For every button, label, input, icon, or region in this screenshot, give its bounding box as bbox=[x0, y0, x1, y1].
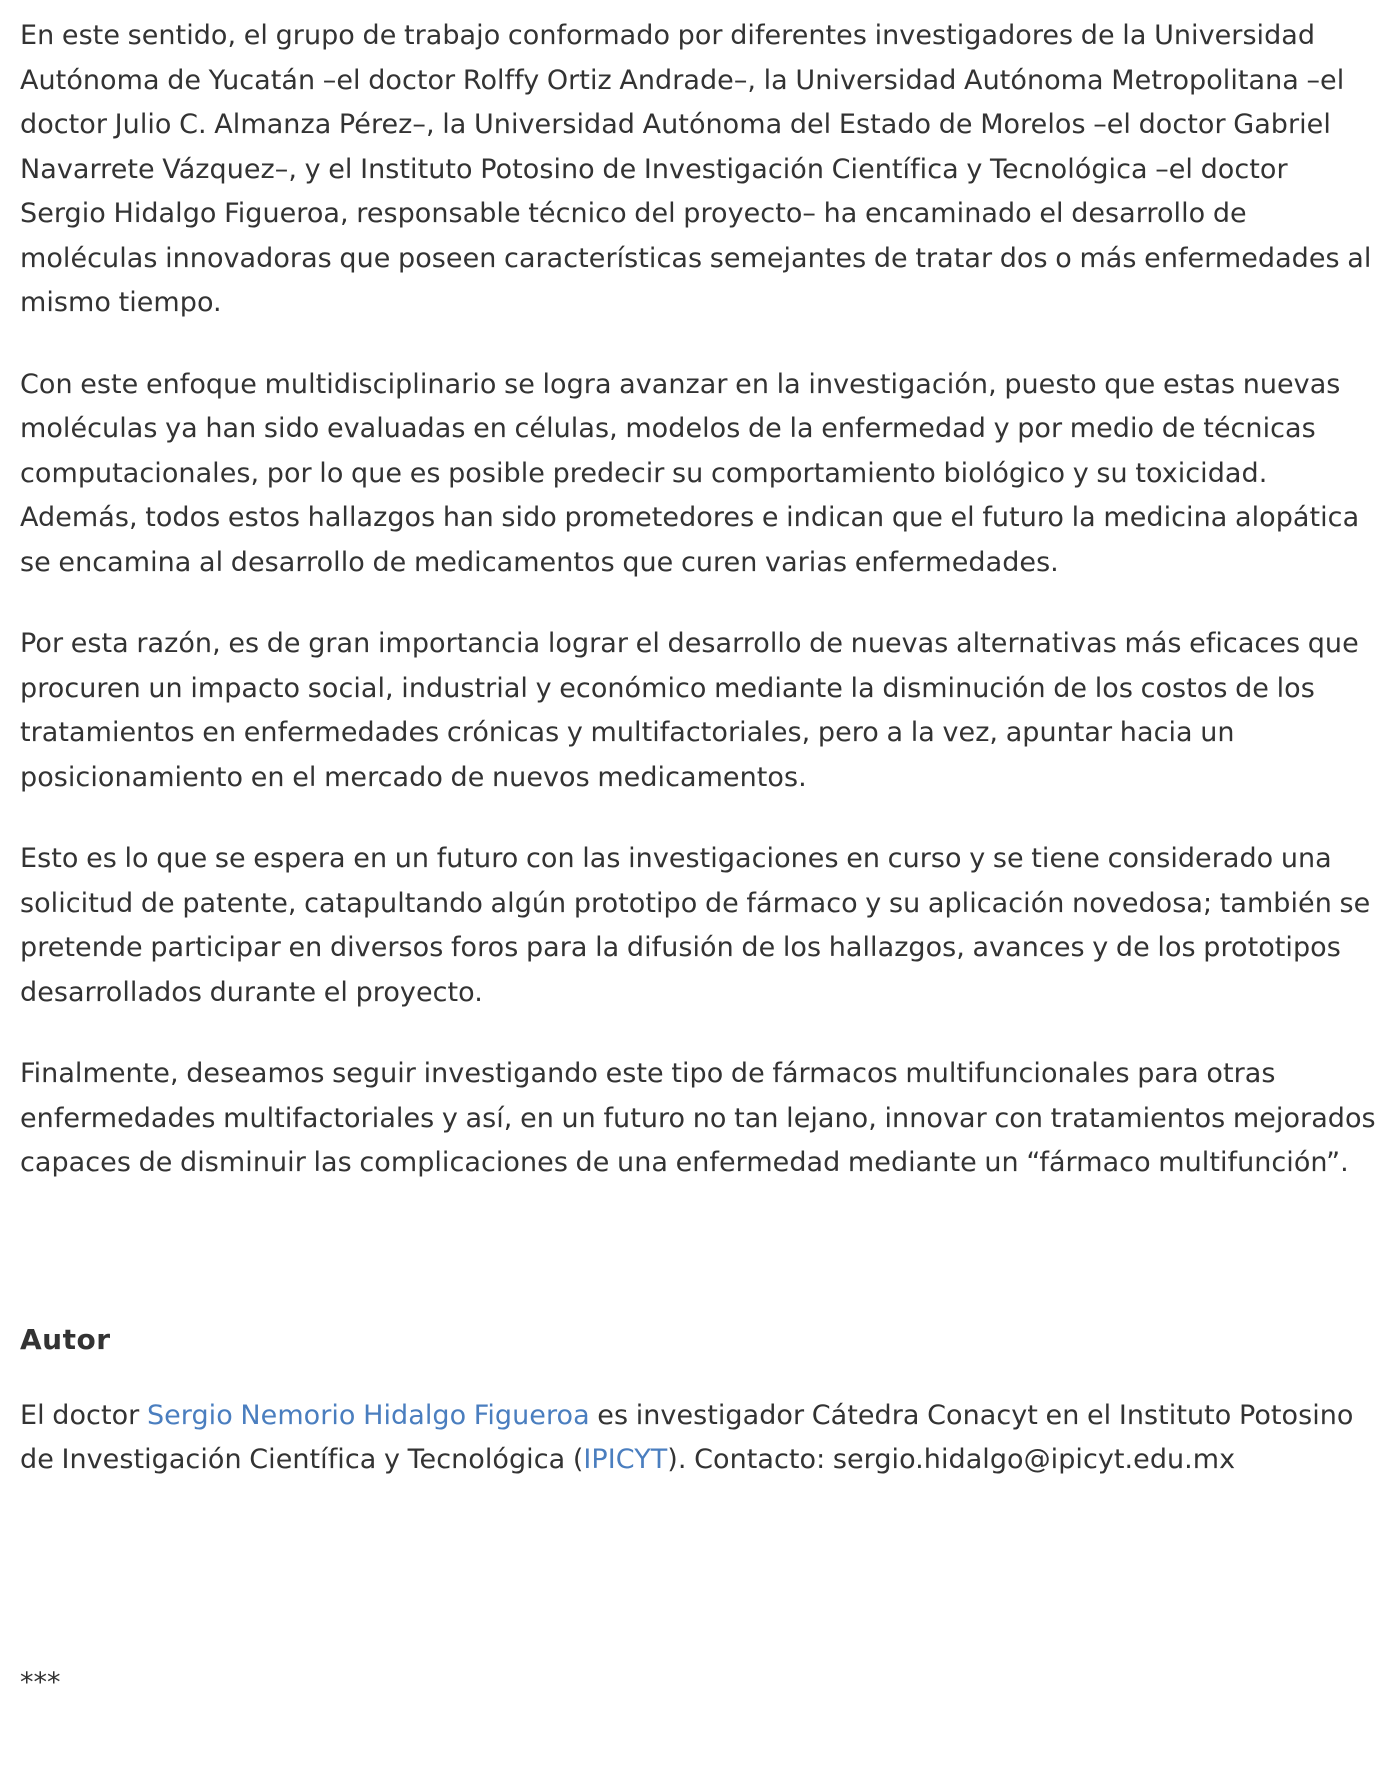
paragraph-1: En este sentido, el grupo de trabajo conformado por diferentes investigadores de la Universidad Autónoma de Yucatán –el doctor Rolffy Ortiz Andrade–, la Universidad Autónoma Metropolitana –el doctor Julio C. Almanza Pérez–, la Universidad Autónoma del Estado de Morelos –el doctor Gabriel Navarrete Vázquez–, y el Instituto Potosino de Investigación Científica y Tecnológica –el doctor Sergio Hidalgo Figueroa, responsable técnico del proyecto– ha encaminado el desarrollo de moléculas innovadoras que poseen características semejantes de tratar dos o más enfermedades al mismo tiempo. bbox=[20, 20, 1372, 318]
paragraph-4: Esto es lo que se espera en un futuro con las investigaciones en curso y se tiene considerado una solicitud de patente, catapultando algún prototipo de fármaco y su aplicación novedosa; también se pretende participar en diversos foros para la difusión de los hallazgos, avances y de los prototipos desarrollados durante el proyecto. bbox=[20, 843, 1371, 1008]
author-bio-suffix: ). Contacto: sergio.hidalgo@ipicyt.edu.mx bbox=[667, 1444, 1236, 1475]
author-name-link[interactable]: Sergio Nemorio Hidalgo Figueroa bbox=[146, 1399, 590, 1431]
spacer bbox=[20, 1223, 1380, 1320]
author-heading: Autor bbox=[20, 1322, 111, 1356]
author-bio-middle: es investigador Cátedra Conacyt en el Instituto Potosino de Investigación Científica y Tecnológica ( bbox=[20, 1399, 1354, 1475]
author-bio bbox=[20, 1394, 1380, 1483]
spacer bbox=[20, 1520, 1380, 1663]
paragraph-3: Por esta razón, es de gran importancia lograr el desarrollo de nuevas alternativas más eficaces que procuren un impacto social, industrial y económico mediante la disminución de los costos de los tratamientos en enfermedades crónicas y multifactoriales, pero a la vez, apuntar hacia un posicionamiento en el mercado de nuevos medicamentos. bbox=[20, 628, 1359, 793]
paragraph-2: Con este enfoque multidisciplinario se logra avanzar en la investigación, puesto que estas nuevas moléculas ya han sido evaluadas en células, modelos de la enfermedad y por medio de técnicas computacionales, por lo que es posible predecir su comportamiento biológico y su toxicidad. Además, todos estos hallazgos han sido prometedores e indican que el futuro la medicina alopática se encamina al desarrollo de medicamentos que curen varias enfermedades. bbox=[20, 368, 1360, 578]
institution-link[interactable]: IPICYT bbox=[583, 1444, 668, 1475]
author-bio-prefix: El doctor bbox=[20, 1399, 147, 1431]
article-body bbox=[20, 14, 1380, 1703]
section-separator: *** bbox=[20, 1666, 61, 1698]
paragraph-5: Finalmente, deseamos seguir investigando este tipo de fármacos multifuncionales para otras enfermedades multifactoriales y así, en un futuro no tan lejano, innovar con tratamientos mejorados capaces de disminuir las complicaciones de una enfermedad mediante un “fármaco multifunción”. bbox=[20, 1058, 1376, 1178]
